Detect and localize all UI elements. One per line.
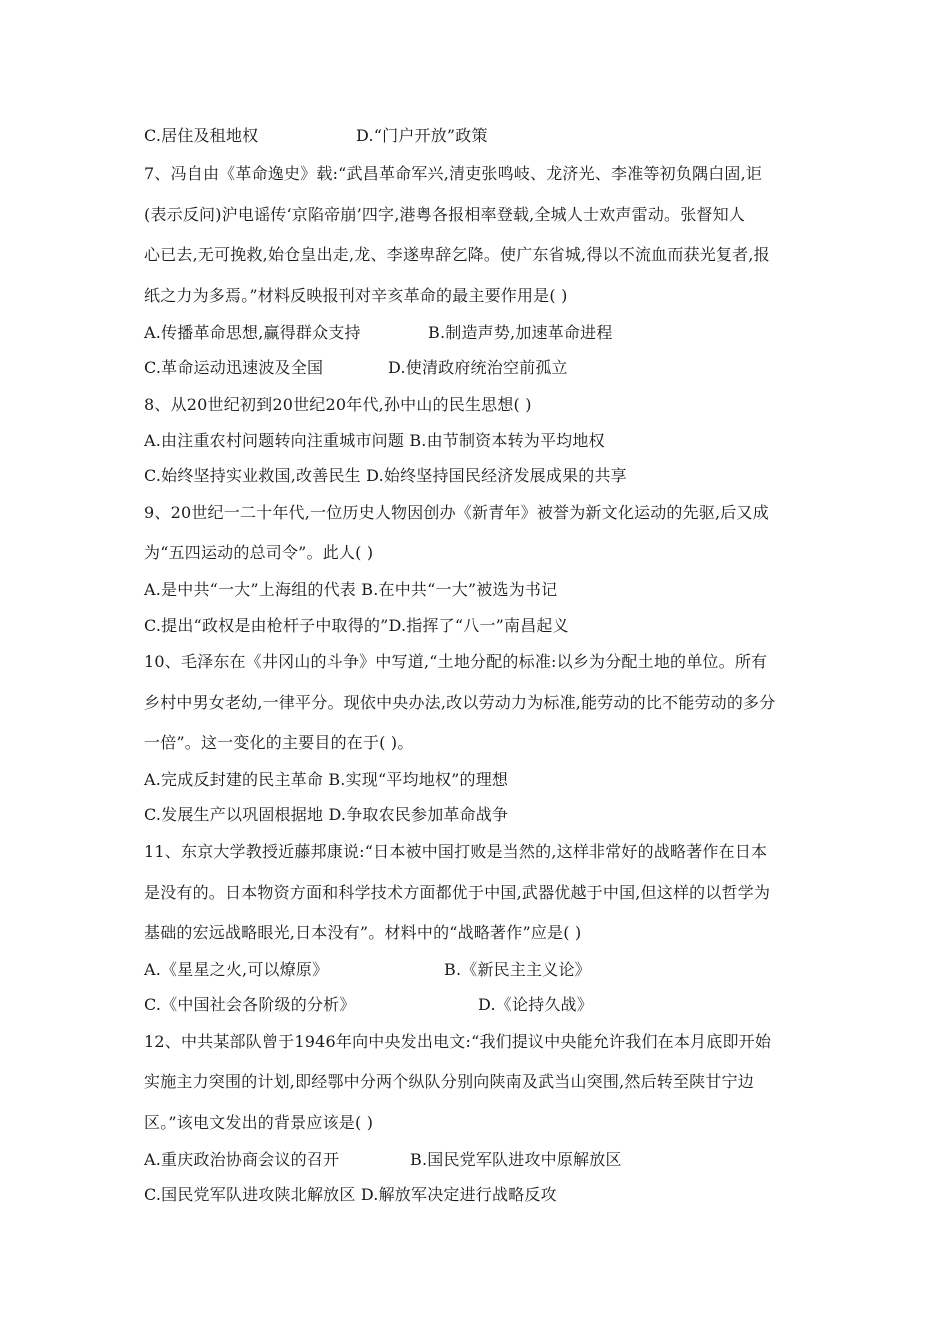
- q9-options-cd: C.提出“政权是由枪杆子中取得的”D.指挥了“八一”南昌起义: [144, 616, 569, 635]
- q10-options-cd: C.发展生产以巩固根据地 D.争取农民参加革命战争: [144, 805, 509, 824]
- q10-options-ab: A.完成反封建的民主革命 B.实现“平均地权”的理想: [144, 770, 509, 789]
- q11-stem-line-3: 基础的宏远战略眼光,日本没有”。材料中的“战略著作”应是( ): [144, 923, 582, 942]
- q7-options-ab: [144, 323, 613, 343]
- q12-options-cd: C.国民党军队进攻陕北解放区 D.解放军决定进行战略反攻: [144, 1185, 557, 1204]
- q7-option-c: C.革命运动迅速波及全国: [144, 358, 324, 377]
- q12-option-b: B.国民党军队进攻中原解放区: [410, 1150, 622, 1169]
- q7-options-cd: [144, 358, 568, 378]
- q8-options-ab: A.由注重农村问题转向注重城市问题 B.由节制资本转为平均地权: [144, 431, 605, 450]
- q11-options-ab: [144, 960, 591, 980]
- q8-stem-line-1: 8、从20世纪初到20世纪20年代,孙中山的民生思想( ): [144, 395, 532, 414]
- q10-stem-line-2: 乡村中男女老幼,一律平分。现依中央办法,改以劳动力为标准,能劳动的比不能劳动的多分: [144, 693, 776, 712]
- q8-options-cd: C.始终坚持实业救国,改善民生 D.始终坚持国民经济发展成果的共享: [144, 466, 627, 485]
- q11-stem-line-2: 是没有的。日本物资方面和科学技术方面都优于中国,武器优越于中国,但这样的以哲学为: [144, 883, 771, 902]
- q6-option-c: C.居住及租地权: [144, 126, 259, 145]
- q9-options-ab: A.是中共“一大”上海组的代表 B.在中共“一大”被选为书记: [144, 580, 558, 599]
- q7-stem-line-2: (表示反问)沪电谣传‘京陷帝崩’四字,港粤各报相率登载,全城人士欢声雷动。张督知人: [144, 205, 746, 224]
- q11-option-b: B.《新民主主义论》: [444, 960, 591, 979]
- q6-option-d: D.“门户开放”政策: [356, 126, 488, 145]
- q9-stem-line-2: 为“五四运动的总司令”。此人( ): [144, 543, 374, 562]
- q12-stem-line-1: 12、中共某部队曾于1946年向中央发出电文:“我们提议中央能允许我们在本月底即开始: [144, 1032, 772, 1051]
- q7-stem-line-4: 纸之力为多焉。”材料反映报刊对辛亥革命的最主要作用是( ): [144, 286, 568, 305]
- q7-option-a: A.传播革命思想,赢得群众支持: [144, 323, 361, 342]
- q11-stem-line-1: 11、东京大学教授近藤邦康说:“日本被中国打败是当然的,这样非常好的战略著作在日本: [144, 842, 768, 861]
- q7-option-d: D.使清政府统治空前孤立: [388, 358, 568, 377]
- q11-option-c: C.《中国社会各阶级的分析》: [144, 995, 356, 1014]
- q12-option-a: A.重庆政治协商会议的召开: [144, 1150, 340, 1169]
- q11-option-d: D.《论持久战》: [478, 995, 593, 1014]
- q6-options-cd: [144, 126, 488, 146]
- q7-stem-line-3: 心已去,无可挽救,始仓皇出走,龙、李遂卑辞乞降。使广东省城,得以不流血而获光复者,报: [144, 245, 770, 264]
- q12-options-ab: [144, 1150, 622, 1170]
- q11-option-a: A.《星星之火,可以燎原》: [144, 960, 329, 979]
- q7-option-b: B.制造声势,加速革命进程: [428, 323, 613, 342]
- q10-stem-line-3: 一倍”。这一变化的主要目的在于( )。: [144, 733, 414, 752]
- q11-options-cd: [144, 995, 593, 1015]
- q10-stem-line-1: 10、毛泽东在《井冈山的斗争》中写道,“土地分配的标准:以乡为分配土地的单位。所有: [144, 652, 768, 671]
- q7-stem-line-1: 7、冯自由《革命逸史》载:“武昌革命军兴,清吏张鸣岐、龙济光、李准等初负隅白固,讵: [144, 164, 763, 183]
- q12-stem-line-2: 实施主力突围的计划,即经鄂中分两个纵队分别向陕南及武当山突围,然后转至陕甘宁边: [144, 1072, 754, 1091]
- q12-stem-line-3: 区。”该电文发出的背景应该是( ): [144, 1113, 374, 1132]
- q9-stem-line-1: 9、20世纪一二十年代,一位历史人物因创办《新青年》被誉为新文化运动的先驱,后又成: [144, 503, 769, 522]
